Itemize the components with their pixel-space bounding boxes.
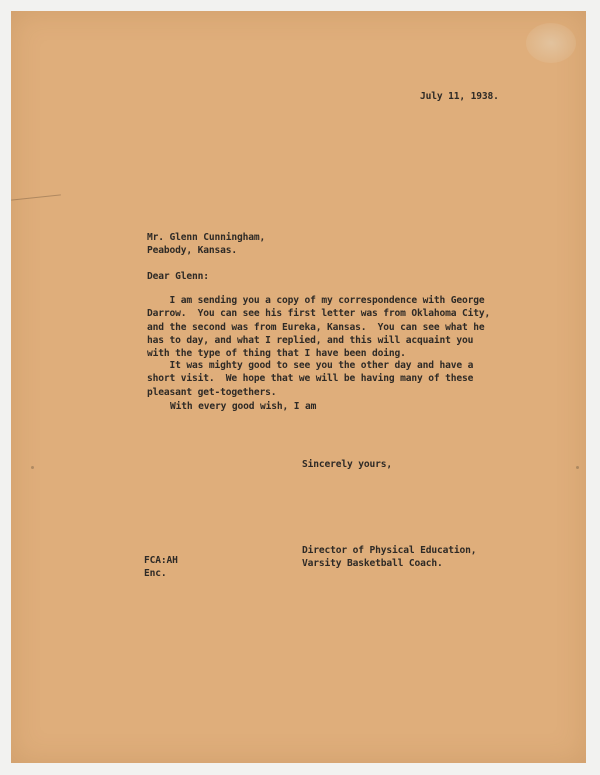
recipient-address: Mr. Glenn Cunningham, Peabody, Kansas. — [147, 232, 266, 257]
paper-speck — [31, 466, 34, 469]
closing: Sincerely yours, — [302, 459, 393, 470]
letter-page — [11, 11, 586, 763]
body-paragraph-2: It was mighty good to see you the other day and have a short visit. We hope that we will be having many of these pleasant get-togethers. — [147, 360, 474, 398]
body-paragraph-1: I am sending you a copy of my correspondence with George Darrow. You can see his first letter was from Oklahoma City, and the second was from Eureka, Kansas. You can see what he has to day, and what I replied, and this will acquaint you with the type of thing that I have been doing. — [147, 295, 491, 360]
reference-initials: FCA:AH Enc. — [144, 555, 178, 580]
signature-title: Director of Physical Education, Varsity Basketball Coach. — [302, 545, 477, 570]
body-paragraph-3: With every good wish, I am — [170, 401, 317, 412]
letter-date: July 11, 1938. — [420, 91, 499, 102]
paper-speck — [576, 466, 579, 469]
paper-stain — [526, 23, 576, 63]
paper-scratch — [11, 194, 61, 200]
salutation: Dear Glenn: — [147, 271, 209, 282]
